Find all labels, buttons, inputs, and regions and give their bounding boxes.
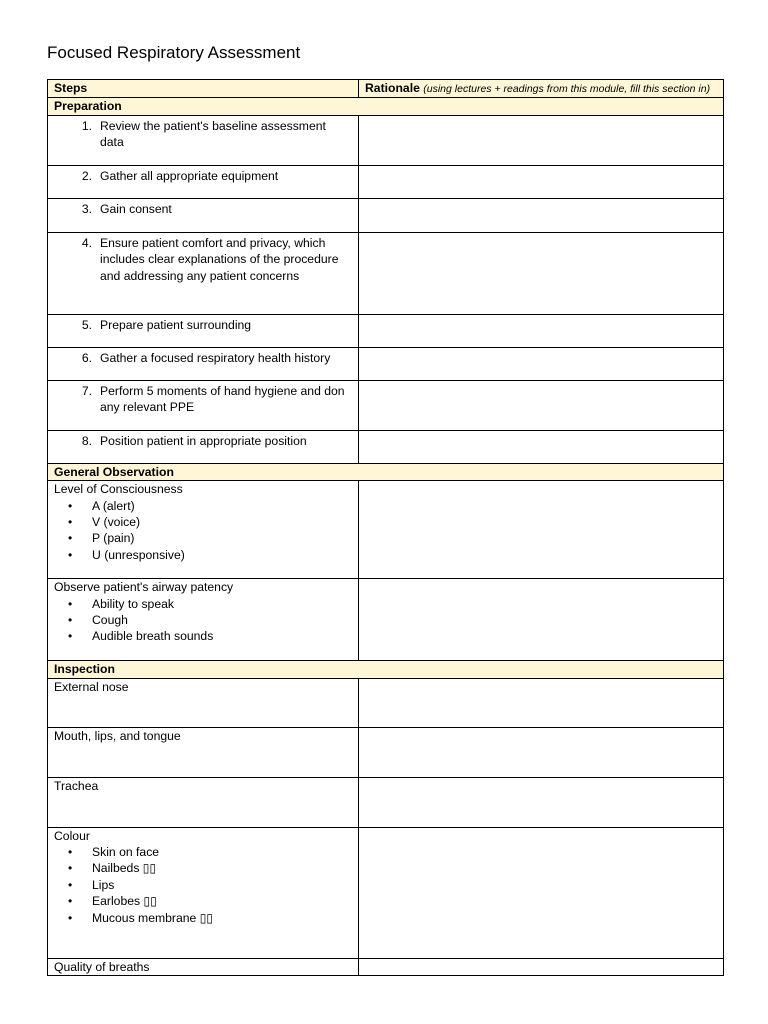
list-item: • Lips [54,877,352,893]
step-number: 4. [81,235,92,250]
list-item: • Nailbeds ▯▯ [54,860,352,876]
step-text: Review the patient's baseline assessment data [100,118,326,150]
steps-header: Steps [48,80,359,98]
rationale-cell[interactable] [359,198,724,232]
section-title: Inspection [48,661,724,678]
list-item: • Skin on face [54,844,352,860]
section-inspection [48,661,724,678]
rationale-cell[interactable] [359,115,724,165]
list-item: • Cough [54,612,352,628]
rationale-cell[interactable] [359,314,724,347]
section-title: General Observation [48,463,724,480]
table-row [48,430,724,463]
row-label: External nose [48,678,359,727]
rationale-header-label: Rationale [365,81,420,95]
bullet-list [54,498,352,564]
table-row [48,347,724,380]
rationale-cell[interactable] [359,958,724,975]
list-item: • Audible breath sounds [54,628,352,644]
table-row [48,579,724,661]
rationale-cell[interactable] [359,347,724,380]
step-text: Gather a focused respiratory health history [100,350,331,365]
bullet-list [54,596,352,645]
section-preparation [48,98,724,115]
row-label: Observe patient's airway patency [54,580,234,595]
step-number: 2. [81,168,92,183]
list-item: • Mucous membrane ▯▯ [54,910,352,926]
step-text: Prepare patient surrounding [100,317,252,332]
row-label: Level of Consciousness [54,482,183,497]
rationale-cell[interactable] [359,430,724,463]
table-row [48,481,724,579]
step-number: 6. [81,350,92,365]
section-general-observation [48,463,724,480]
row-label: Trachea [48,777,359,827]
table-row [48,827,724,958]
step-number: 8. [81,433,92,448]
table-row [48,232,724,314]
step-text: Gain consent [100,201,172,216]
row-label: Colour [54,828,90,843]
table-row [48,777,724,827]
rationale-cell[interactable] [359,481,724,579]
table-row [48,678,724,727]
row-label: Mouth, lips, and tongue [48,727,359,777]
list-item: • Earlobes ▯▯ [54,893,352,909]
step-number: 3. [81,201,92,216]
table-row [48,380,724,430]
rationale-cell[interactable] [359,727,724,777]
rationale-cell[interactable] [359,232,724,314]
rationale-cell[interactable] [359,380,724,430]
rationale-cell[interactable] [359,165,724,198]
rationale-header [359,80,724,98]
step-text: Perform 5 moments of hand hygiene and don any relevant PPE [100,383,345,415]
rationale-header-note: (using lectures + readings from this module, fill this section in) [423,83,711,95]
step-number: 7. [81,383,92,398]
table-row [48,115,724,165]
list-item: • Ability to speak [54,596,352,612]
step-text: Position patient in appropriate position [100,433,307,448]
table-row [48,727,724,777]
table-row [48,165,724,198]
table-row [48,958,724,975]
rationale-cell[interactable] [359,678,724,727]
step-number: 1. [81,118,92,133]
rationale-cell[interactable] [359,827,724,958]
bullet-list [54,844,352,926]
rationale-cell[interactable] [359,777,724,827]
table-header-row [48,80,724,98]
table-row [48,314,724,347]
assessment-table [47,79,724,976]
document-title: Focused Respiratory Assessment [47,43,301,62]
table-row [48,198,724,232]
step-number: 5. [81,317,92,332]
step-text: Ensure patient comfort and privacy, which includes clear explanations of the procedure and addressing any patient concerns [100,235,339,283]
list-item: • A (alert) [54,498,352,514]
rationale-cell[interactable] [359,579,724,661]
list-item: • V (voice) [54,514,352,530]
step-text: Gather all appropriate equipment [100,168,279,183]
section-title: Preparation [48,98,724,115]
row-label: Quality of breaths [48,958,359,975]
list-item: • U (unresponsive) [54,547,352,563]
list-item: • P (pain) [54,530,352,546]
